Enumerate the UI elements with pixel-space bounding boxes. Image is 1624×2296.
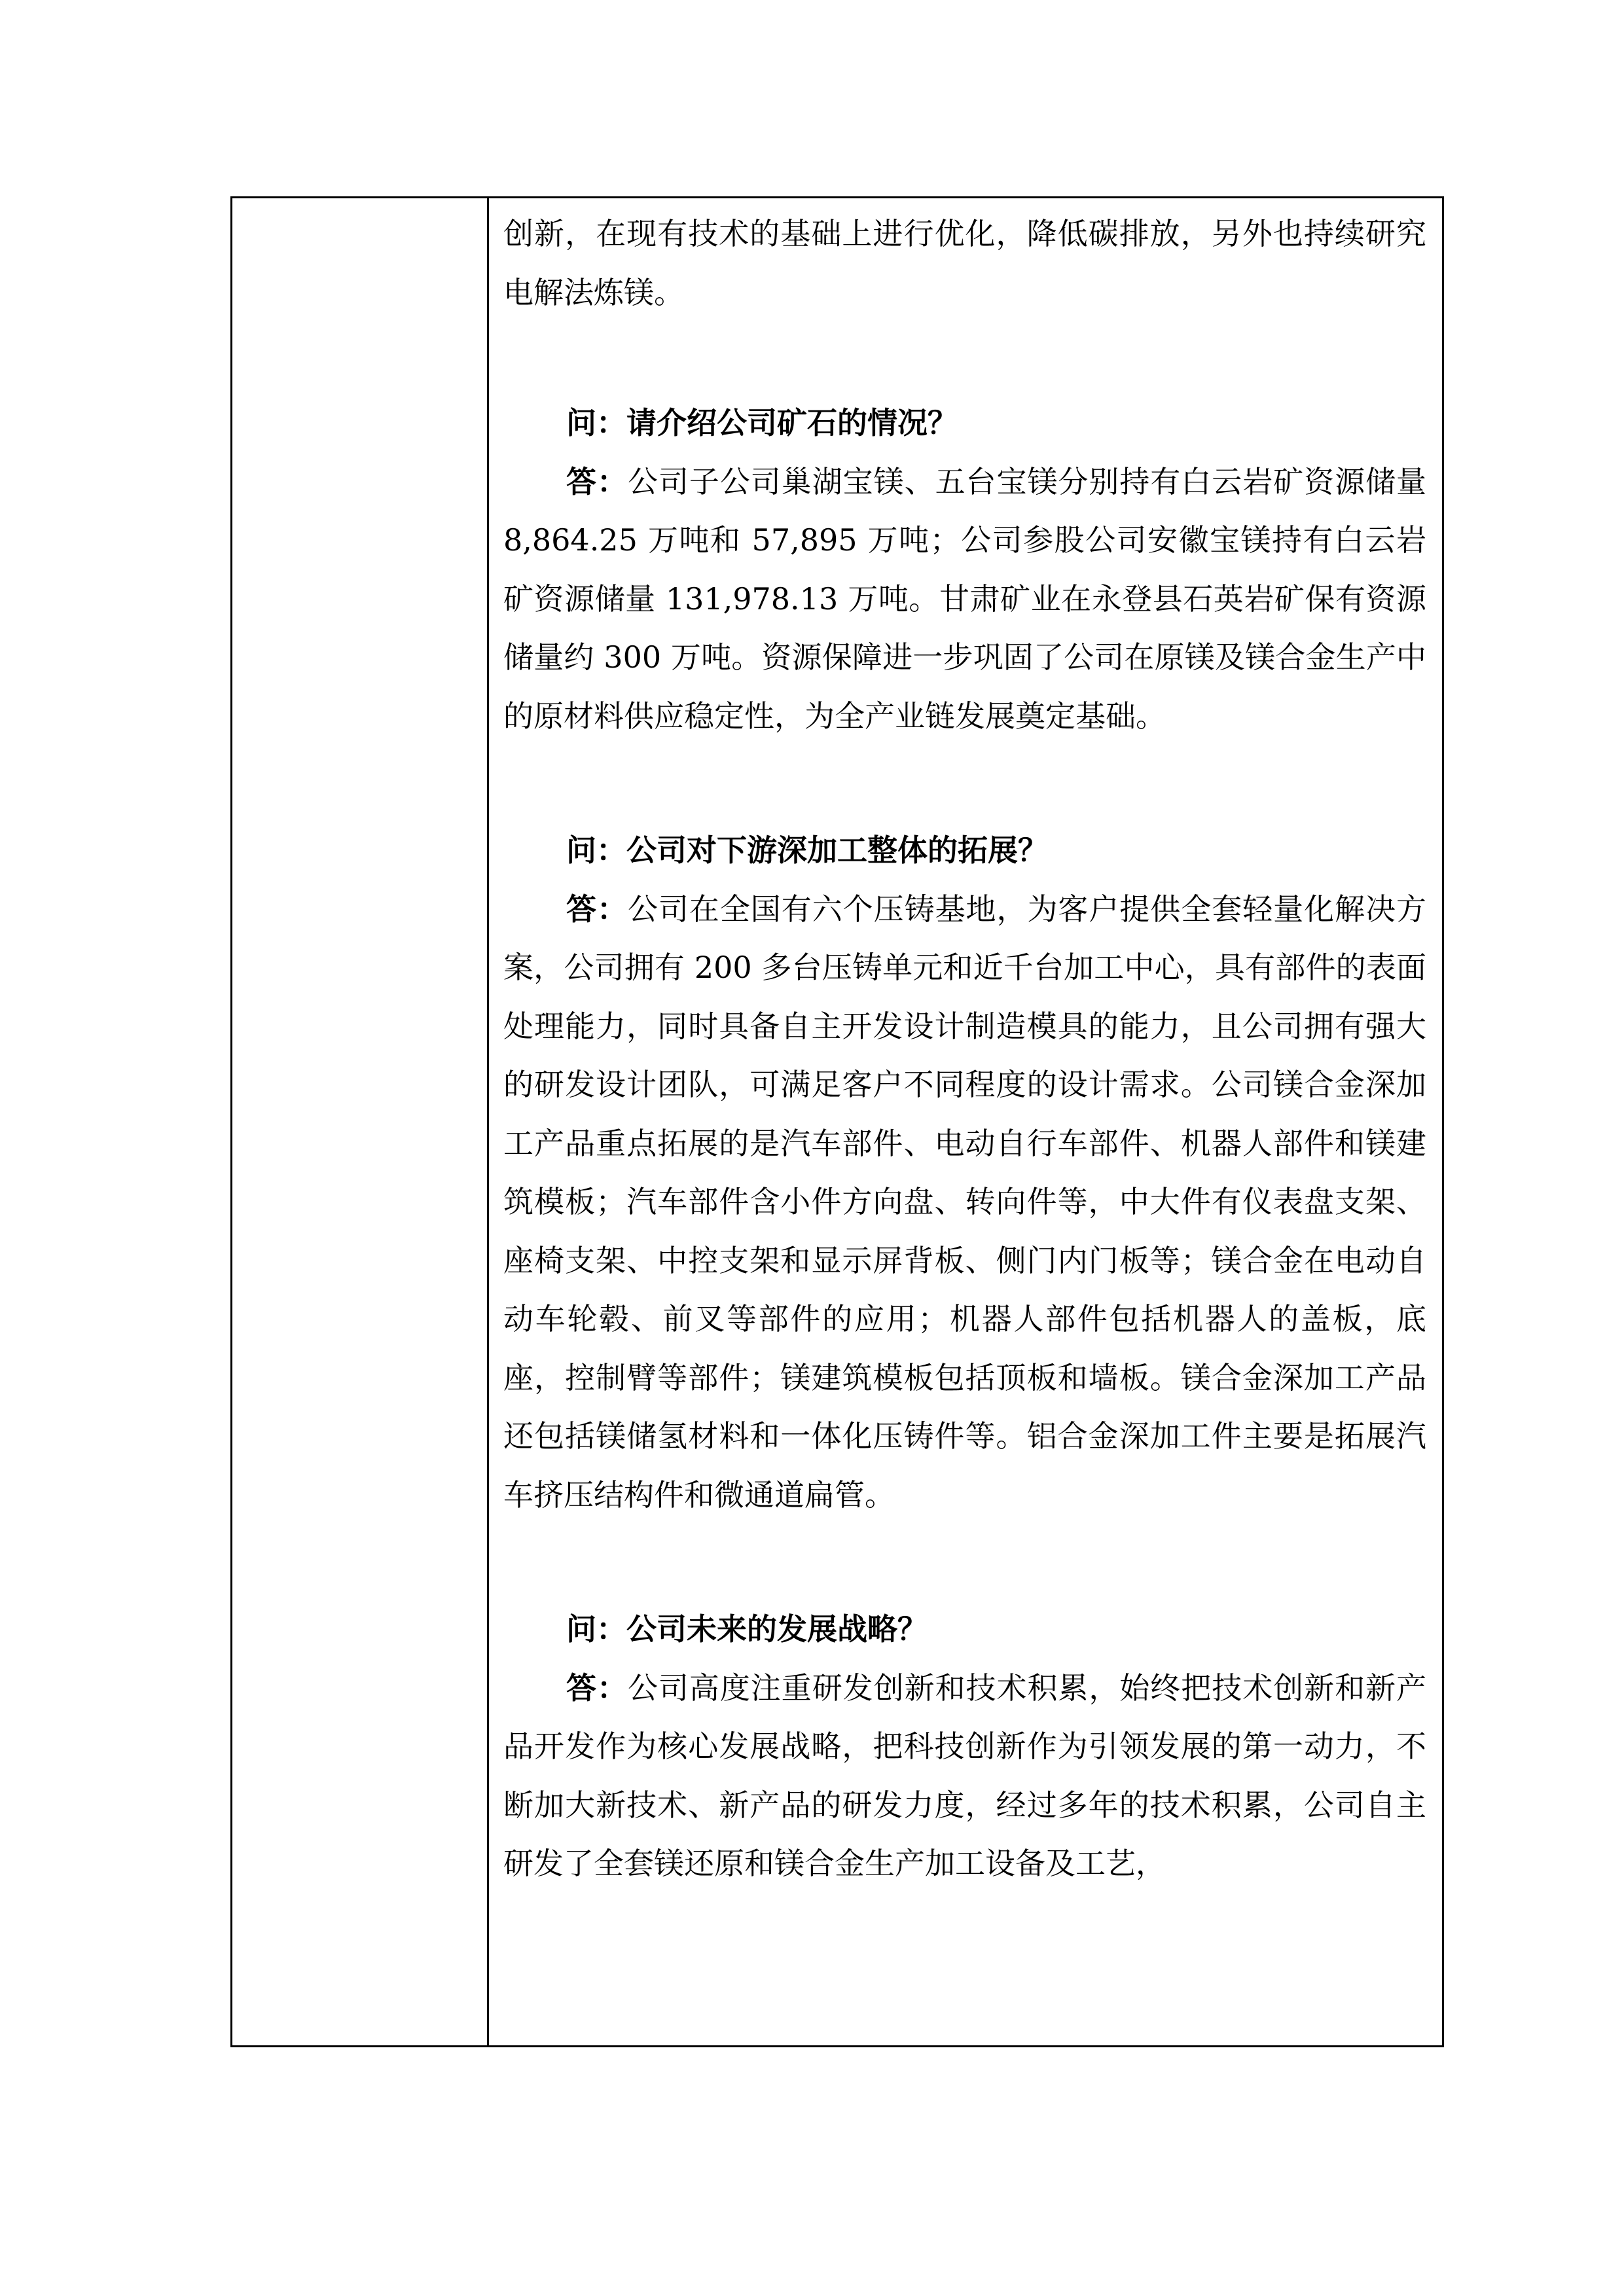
answer-1 (503, 453, 1426, 746)
spacer (503, 1524, 1426, 1600)
qa-content (503, 205, 1426, 1893)
table-right-column (489, 198, 1442, 2045)
continuation-paragraph: 创新，在现有技术的基础上进行优化，降低碳排放，另外也持续研究电解法炼镁。 (503, 216, 1426, 310)
table-left-column (232, 198, 489, 2045)
spacer (503, 745, 1426, 821)
question-text: 请介绍公司矿石的情况？ (626, 405, 958, 440)
answer-label: 答： (566, 1670, 628, 1706)
answer-label: 答： (566, 891, 628, 927)
question-1 (503, 394, 1426, 453)
answer-2 (503, 880, 1426, 1525)
question-2 (503, 821, 1426, 880)
question-label: 问： (566, 405, 626, 440)
question-text: 公司对下游深加工整体的拓展？ (626, 833, 1048, 868)
answer-3 (503, 1659, 1426, 1893)
question-label: 问： (566, 833, 626, 868)
question-label: 问： (566, 1611, 626, 1647)
answer-text: 公司子公司巢湖宝镁、五台宝镁分别持有白云岩矿资源储量 8,864.25 万吨和 57,895 万吨；公司参股公司安徽宝镁持有白云岩矿资源储量 131,978.13 万吨。甘肃矿业在永登县石英岩矿保有资源储量约 300 万吨。资源保障进一步巩固了公司在原镁及镁合金生产中的原材料供应稳定性，为全产业链发展奠定基础。 (503, 463, 1427, 734)
question-3 (503, 1600, 1426, 1659)
answer-text: 公司在全国有六个压铸基地，为客户提供全套轻量化解决方案，公司拥有 200 多台压铸单元和近千台加工中心，具有部件的表面处理能力，同时具备自主开发设计制造模具的能力，且公司拥有强大的研发设计团队，可满足客户不同程度的设计需求。公司镁合金深加工产品重点拓展的是汽车部件、电动自行车部件、机器人部件和镁建筑模板；汽车部件含小件方向盘、转向件等，中大件有仪表盘支架、座椅支架、中控支架和显示屏背板、侧门内门板等；镁合金在电动自动车轮毂、前叉等部件的应用；机器人部件包括机器人的盖板，底座，控制臂等部件；镁建筑模板包括顶板和墙板。镁合金深加工产品还包括镁储氢材料和一体化压铸件等。铝合金深加工件主要是拓展汽车挤压结构件和微通道扁管。 (503, 891, 1427, 1513)
answer-text: 公司高度注重研发创新和技术积累，始终把技术创新和新产品开发作为核心发展战略，把科技创新作为引领发展的第一动力，不断加大新技术、新产品的研发力度，经过多年的技术积累，公司自主研发了全套镁还原和镁合金生产加工设备及工艺， (503, 1670, 1427, 1881)
question-text: 公司未来的发展战略？ (626, 1611, 928, 1647)
answer-label: 答： (566, 463, 628, 499)
spacer (503, 322, 1426, 394)
qa-table (230, 196, 1444, 2047)
